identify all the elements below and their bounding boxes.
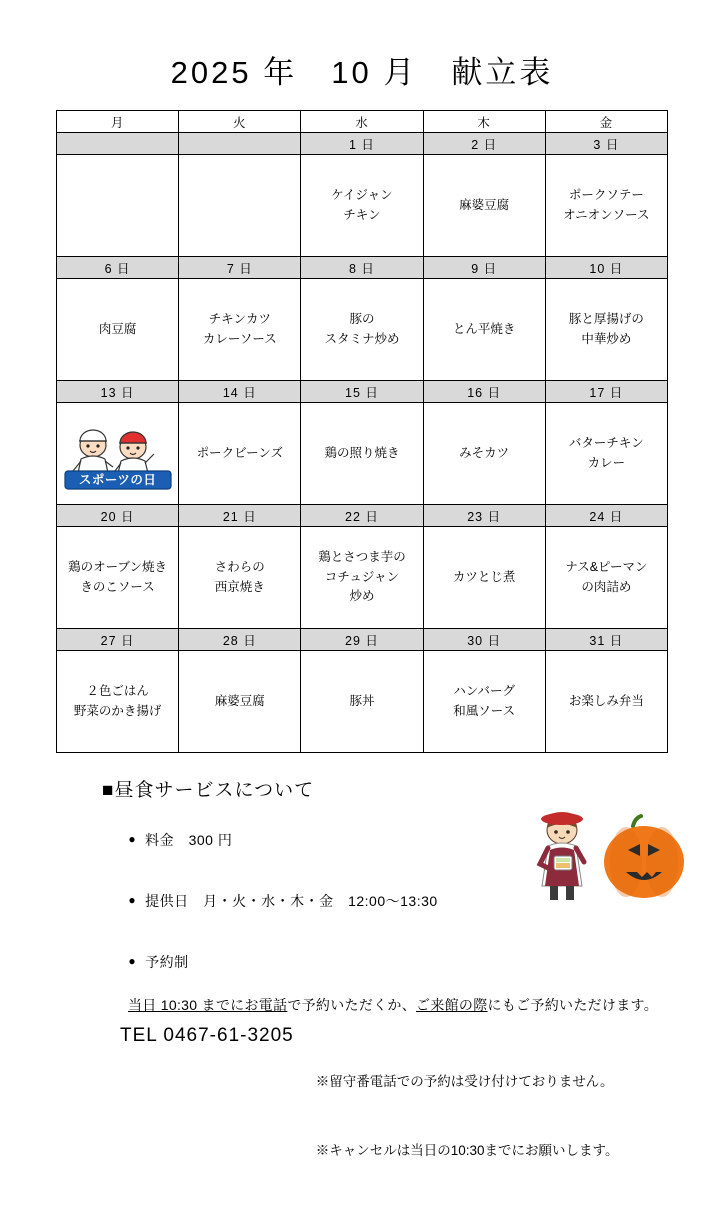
meal-row [57, 155, 668, 257]
meal-line: お楽しみ弁当 [568, 693, 644, 708]
meal-cell [545, 403, 667, 505]
day-number-row [57, 629, 668, 651]
day-number: 30 日 [423, 629, 545, 651]
meal-line: みそカツ [459, 445, 510, 460]
bullet-icon: ● [128, 893, 137, 907]
day-number-row [57, 257, 668, 279]
meal-line: 和風ソース [453, 703, 516, 718]
meal-cell [57, 155, 179, 257]
meal-row [57, 403, 668, 505]
meal-line: コチュジャン [324, 569, 400, 584]
meal-line: 炒め [349, 589, 375, 604]
meal-line: の肉詰め [581, 579, 632, 594]
meal-line: きのこソース [80, 579, 155, 594]
meal-line: 野菜のかき揚げ [73, 703, 162, 718]
day-number-row [57, 505, 668, 527]
meal-cell [179, 279, 301, 381]
meal-line: チキンカツ [208, 312, 271, 327]
day-number: 9 日 [423, 257, 545, 279]
page-title: 2025 年 10 月 献立表 [170, 55, 554, 90]
day-number: 16 日 [423, 381, 545, 403]
day-number: 1 日 [301, 133, 423, 155]
note-text: 提供日 月・火・水・木・金 12:00〜13:30 [145, 893, 438, 909]
day-number: 31 日 [545, 629, 667, 651]
meal-line: 西京焼き [214, 579, 265, 594]
day-number [57, 133, 179, 155]
meal-row [57, 527, 668, 629]
day-number: 10 日 [545, 257, 667, 279]
meal-cell [179, 155, 301, 257]
meal-row [57, 279, 668, 381]
day-number: 7 日 [179, 257, 301, 279]
meal-line: オニオンソース [563, 207, 650, 222]
meal-cell [423, 155, 545, 257]
reservation-text-1: で予約いただくか、 [287, 997, 417, 1013]
day-number-row [57, 133, 668, 155]
menu-calendar-table [56, 110, 668, 753]
meal-line: 豚の [349, 312, 375, 327]
meal-line: 麻婆豆腐 [214, 693, 265, 708]
meal-line: 豚丼 [349, 693, 375, 708]
bullet-icon: ● [128, 832, 137, 846]
telephone-number: TEL 0467-61-3205 [120, 1025, 294, 1046]
day-number: 13 日 [57, 381, 179, 403]
weekday-header-fri: 金 [545, 111, 667, 133]
meal-cell [301, 155, 423, 257]
meal-line: 鶏の照り焼き [324, 445, 400, 460]
note-text: 料金 300 円 [145, 832, 233, 848]
meal-line: カツとじ煮 [452, 569, 516, 584]
telephone-note-1: ※留守番電話での予約は受け付けておりません。 [315, 1073, 614, 1089]
day-number: 8 日 [301, 257, 423, 279]
sports-day-badge [59, 419, 177, 489]
meal-cell [423, 403, 545, 505]
reservation-detail [128, 995, 668, 1015]
meal-cell [301, 279, 423, 381]
weekday-header-tue: 火 [179, 111, 301, 133]
meal-cell [545, 651, 667, 753]
meal-cell [545, 155, 667, 257]
meal-cell [179, 527, 301, 629]
day-number: 23 日 [423, 505, 545, 527]
meal-line: ポークソテー [568, 188, 644, 203]
meal-line: 鶏のオーブン焼き [68, 560, 168, 575]
notes-heading: ■昼食サービスについて [102, 780, 315, 801]
meal-line: 中華炒め [581, 331, 632, 346]
meal-cell [545, 279, 667, 381]
holiday-cell [57, 403, 179, 505]
meal-line: さわらの [214, 560, 265, 575]
day-number: 27 日 [57, 629, 179, 651]
day-number: 6 日 [57, 257, 179, 279]
meal-line: カレー [587, 455, 626, 470]
day-number: 22 日 [301, 505, 423, 527]
meal-cell [301, 651, 423, 753]
meal-cell [179, 403, 301, 505]
note-item-reservation [102, 936, 668, 988]
meal-cell [423, 279, 545, 381]
meal-cell [301, 527, 423, 629]
bullet-icon: ● [128, 954, 137, 968]
meal-cell [423, 527, 545, 629]
day-number: 24 日 [545, 505, 667, 527]
meal-line: ケイジャン [331, 188, 393, 203]
meal-cell [545, 527, 667, 629]
weekday-header-thu: 木 [423, 111, 545, 133]
day-number: 20 日 [57, 505, 179, 527]
weekday-header-wed: 水 [301, 111, 423, 133]
meal-line: バターチキン [568, 436, 644, 451]
meal-line: ポークビーンズ [196, 445, 283, 460]
meal-cell [57, 651, 179, 753]
day-number: 14 日 [179, 381, 301, 403]
day-number: 21 日 [179, 505, 301, 527]
meal-line: チキン [343, 207, 381, 222]
weekday-header-row [57, 111, 668, 133]
day-number: 15 日 [301, 381, 423, 403]
meal-cell [57, 527, 179, 629]
day-number: 2 日 [423, 133, 545, 155]
meal-line: 豚と厚揚げの [568, 312, 644, 327]
telephone-notes [316, 1025, 619, 1209]
meal-line: ナス&ピーマン [565, 560, 648, 575]
halloween-illustration-icon [510, 800, 690, 910]
day-number: 3 日 [545, 133, 667, 155]
note-text: 予約制 [145, 954, 189, 970]
day-number: 28 日 [179, 629, 301, 651]
telephone-block [120, 1025, 668, 1209]
day-number: 29 日 [301, 629, 423, 651]
meal-line: 鶏とさつま芋の [318, 550, 406, 565]
day-number [179, 133, 301, 155]
meal-line: 麻婆豆腐 [459, 197, 510, 212]
meal-line: カレーソース [202, 331, 277, 346]
meal-row [57, 651, 668, 753]
day-number: 17 日 [545, 381, 667, 403]
meal-cell [57, 279, 179, 381]
day-number-row [57, 381, 668, 403]
meal-line: ２色ごはん [86, 684, 149, 699]
reservation-phone-deadline: 当日 10:30 までにお電話 [128, 997, 288, 1013]
meal-cell [423, 651, 545, 753]
meal-cell [179, 651, 301, 753]
reservation-onsite: ご来館の際 [416, 997, 488, 1013]
weekday-header-mon: 月 [57, 111, 179, 133]
reservation-text-2: にもご予約いただけます。 [487, 997, 659, 1013]
meal-line: ハンバーグ [453, 684, 515, 699]
meal-line: 肉豆腐 [98, 321, 137, 336]
meal-cell [301, 403, 423, 505]
meal-line: スタミナ炒め [324, 331, 400, 346]
meal-line: とん平焼き [452, 321, 516, 336]
sports-day-label: スポーツの日 [78, 472, 157, 487]
telephone-note-2: ※キャンセルは当日の10:30までにお願いします。 [315, 1142, 619, 1158]
